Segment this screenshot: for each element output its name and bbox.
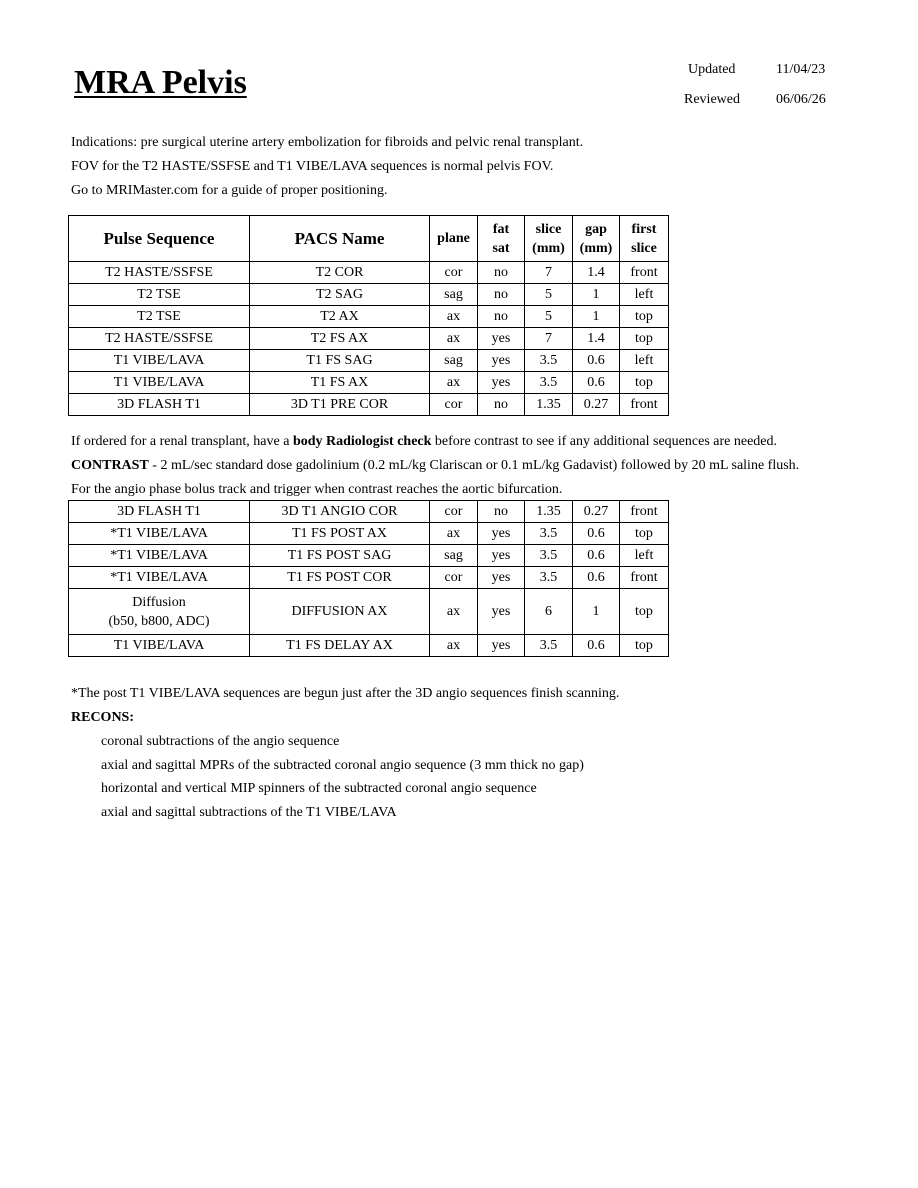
plane-cell: ax: [430, 372, 478, 394]
first-slice-cell: top: [620, 372, 669, 394]
slice-cell: 3.5: [525, 523, 573, 545]
gap-cell: 0.6: [573, 372, 620, 394]
slice-cell: 1.35: [525, 501, 573, 523]
slice-cell: 3.5: [525, 567, 573, 589]
recon-item: horizontal and vertical MIP spinners of the subtracted coronal angio sequence: [101, 781, 537, 796]
post-contrast-table: [68, 500, 669, 657]
table-row: [69, 372, 669, 394]
table-row: [69, 501, 669, 523]
gap-cell: 1: [573, 589, 620, 635]
pulse-sequence-cell: 3D FLASH T1: [69, 394, 250, 416]
pulse-sequence-cell: 3D FLASH T1: [69, 501, 250, 523]
pacs-name-cell: T2 AX: [250, 306, 430, 328]
post-sequence-note: *The post T1 VIBE/LAVA sequences are begun just after the 3D angio sequences finish scanning.: [71, 686, 620, 701]
pacs-name-cell: T1 FS POST SAG: [250, 545, 430, 567]
first-slice-cell: top: [620, 589, 669, 635]
pacs-name-cell: T1 FS DELAY AX: [250, 635, 430, 657]
table-row: [69, 284, 669, 306]
table-row: [69, 350, 669, 372]
table-header-row: [69, 216, 669, 262]
updated-date: 11/04/23: [776, 62, 826, 77]
gap-cell: 0.6: [573, 545, 620, 567]
fat-sat-cell: yes: [478, 350, 525, 372]
indications-text: Indications: pre surgical uterine artery embolization for fibroids and pelvic renal transplant.: [71, 135, 584, 150]
plane-cell: sag: [430, 284, 478, 306]
pacs-name-cell: T1 FS AX: [250, 372, 430, 394]
slice-cell: 1.35: [525, 394, 573, 416]
first-slice-cell: front: [620, 567, 669, 589]
slice-cell: 3.5: [525, 635, 573, 657]
fat-sat-cell: no: [478, 501, 525, 523]
table-row: [69, 394, 669, 416]
fat-sat-cell: yes: [478, 635, 525, 657]
pacs-name-cell: DIFFUSION AX: [250, 589, 430, 635]
first-slice-cell: left: [620, 350, 669, 372]
gap-cell: 1.4: [573, 328, 620, 350]
pulse-sequence-cell: T1 VIBE/LAVA: [69, 350, 250, 372]
pacs-name-cell: T1 FS POST COR: [250, 567, 430, 589]
reviewed-date: 06/06/26: [776, 92, 826, 107]
header-pulse-sequence: Pulse Sequence: [69, 216, 250, 262]
recon-item: axial and sagittal subtractions of the T1 VIBE/LAVA: [101, 805, 397, 820]
pulse-sequence-cell: T1 VIBE/LAVA: [69, 372, 250, 394]
fov-text: FOV for the T2 HASTE/SSFSE and T1 VIBE/LAVA sequences is normal pelvis FOV.: [71, 159, 554, 174]
first-slice-cell: top: [620, 523, 669, 545]
fat-sat-cell: yes: [478, 523, 525, 545]
slice-cell: 6: [525, 589, 573, 635]
first-slice-cell: top: [620, 306, 669, 328]
pulse-sequence-cell: T1 VIBE/LAVA: [69, 635, 250, 657]
pulse-sequence-cell: Diffusion (b50, b800, ADC): [69, 589, 250, 635]
angio-phase-note: For the angio phase bolus track and trigger when contrast reaches the aortic bifurcation.: [71, 482, 563, 497]
gap-cell: 0.27: [573, 394, 620, 416]
table-row: [69, 589, 669, 635]
fat-sat-cell: yes: [478, 567, 525, 589]
plane-cell: cor: [430, 501, 478, 523]
first-slice-cell: top: [620, 328, 669, 350]
table-row: [69, 567, 669, 589]
slice-cell: 7: [525, 262, 573, 284]
pulse-sequence-cell: *T1 VIBE/LAVA: [69, 567, 250, 589]
header-plane: plane: [430, 216, 478, 262]
gap-cell: 0.6: [573, 635, 620, 657]
gap-cell: 1.4: [573, 262, 620, 284]
table-row: [69, 306, 669, 328]
fat-sat-cell: no: [478, 262, 525, 284]
plane-cell: cor: [430, 394, 478, 416]
first-slice-cell: top: [620, 635, 669, 657]
plane-cell: ax: [430, 589, 478, 635]
slice-cell: 3.5: [525, 372, 573, 394]
recons-label: RECONS:: [71, 710, 135, 725]
slice-cell: 7: [525, 328, 573, 350]
header-pacs-name: PACS Name: [250, 216, 430, 262]
table-row: [69, 262, 669, 284]
gap-cell: 0.27: [573, 501, 620, 523]
first-slice-cell: front: [620, 501, 669, 523]
plane-cell: ax: [430, 328, 478, 350]
slice-cell: 3.5: [525, 350, 573, 372]
pacs-name-cell: 3D T1 PRE COR: [250, 394, 430, 416]
pulse-sequence-cell: T2 TSE: [69, 306, 250, 328]
page-title: MRA Pelvis: [74, 64, 247, 101]
positioning-text: Go to MRIMaster.com for a guide of proper positioning.: [71, 183, 388, 198]
pacs-name-cell: T2 COR: [250, 262, 430, 284]
plane-cell: ax: [430, 306, 478, 328]
plane-cell: ax: [430, 523, 478, 545]
reviewed-label: Reviewed: [684, 92, 740, 107]
gap-cell: 0.6: [573, 523, 620, 545]
header-fat-sat: fat sat: [478, 216, 525, 262]
fat-sat-cell: yes: [478, 328, 525, 350]
first-slice-cell: front: [620, 262, 669, 284]
plane-cell: sag: [430, 545, 478, 567]
first-slice-cell: front: [620, 394, 669, 416]
pacs-name-cell: T1 FS POST AX: [250, 523, 430, 545]
fat-sat-cell: yes: [478, 545, 525, 567]
recon-item: axial and sagittal MPRs of the subtracted coronal angio sequence (3 mm thick no gap): [101, 758, 584, 773]
renal-transplant-note: If ordered for a renal transplant, have a body Radiologist check before contrast to see if any additional sequences are needed.: [71, 434, 777, 449]
pacs-name-cell: T2 FS AX: [250, 328, 430, 350]
table-row: [69, 545, 669, 567]
table-row: [69, 635, 669, 657]
header-gap: gap (mm): [573, 216, 620, 262]
table-row: [69, 328, 669, 350]
plane-cell: cor: [430, 262, 478, 284]
gap-cell: 1: [573, 306, 620, 328]
pacs-name-cell: T1 FS SAG: [250, 350, 430, 372]
fat-sat-cell: no: [478, 306, 525, 328]
gap-cell: 1: [573, 284, 620, 306]
slice-cell: 3.5: [525, 545, 573, 567]
gap-cell: 0.6: [573, 567, 620, 589]
recon-item: coronal subtractions of the angio sequence: [101, 734, 340, 749]
pulse-sequence-cell: T2 TSE: [69, 284, 250, 306]
fat-sat-cell: yes: [478, 372, 525, 394]
gap-cell: 0.6: [573, 350, 620, 372]
plane-cell: cor: [430, 567, 478, 589]
plane-cell: ax: [430, 635, 478, 657]
header-slice: slice (mm): [525, 216, 573, 262]
pacs-name-cell: T2 SAG: [250, 284, 430, 306]
fat-sat-cell: yes: [478, 589, 525, 635]
contrast-note: CONTRAST - 2 mL/sec standard dose gadolinium (0.2 mL/kg Clariscan or 0.1 mL/kg Gadavist) followed by 20 mL saline flush.: [71, 458, 800, 473]
slice-cell: 5: [525, 306, 573, 328]
pulse-sequence-cell: T2 HASTE/SSFSE: [69, 328, 250, 350]
first-slice-cell: left: [620, 284, 669, 306]
pulse-sequence-cell: *T1 VIBE/LAVA: [69, 523, 250, 545]
table-row: [69, 523, 669, 545]
header-first-slice: first slice: [620, 216, 669, 262]
fat-sat-cell: no: [478, 394, 525, 416]
pulse-sequence-cell: T2 HASTE/SSFSE: [69, 262, 250, 284]
first-slice-cell: left: [620, 545, 669, 567]
pacs-name-cell: 3D T1 ANGIO COR: [250, 501, 430, 523]
pulse-sequence-cell: *T1 VIBE/LAVA: [69, 545, 250, 567]
fat-sat-cell: no: [478, 284, 525, 306]
slice-cell: 5: [525, 284, 573, 306]
pre-contrast-table: [68, 215, 669, 416]
updated-label: Updated: [688, 62, 736, 77]
plane-cell: sag: [430, 350, 478, 372]
